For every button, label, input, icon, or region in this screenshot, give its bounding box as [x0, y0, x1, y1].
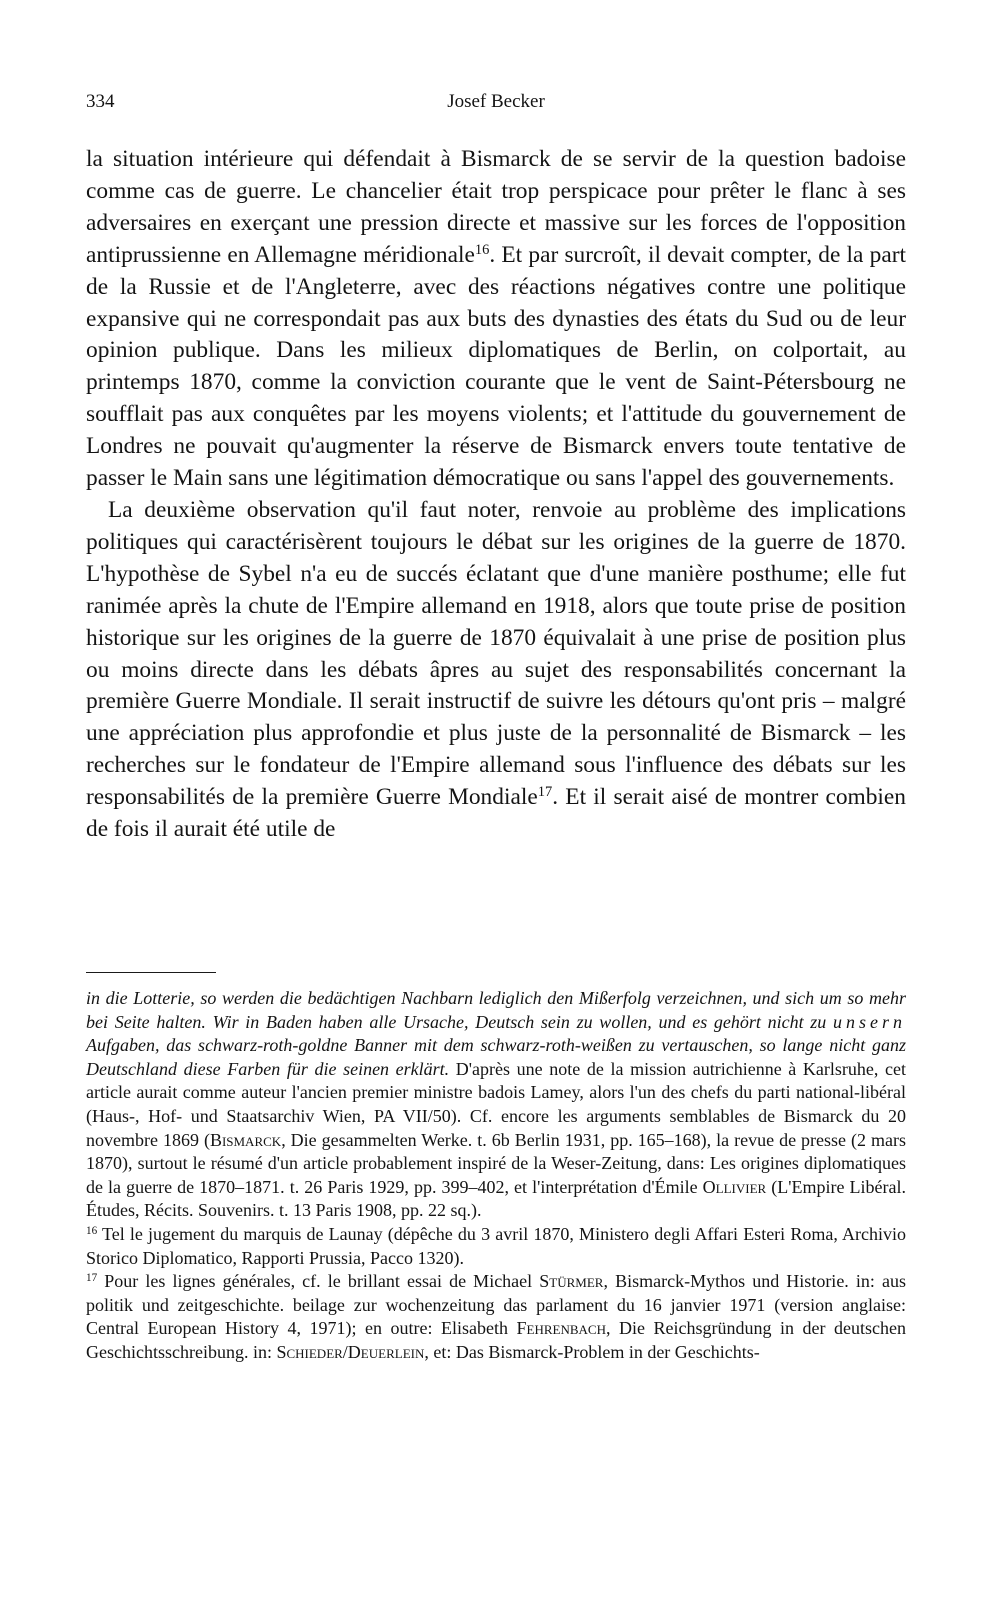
- running-header: [86, 91, 906, 121]
- footnote-reference: 17: [537, 784, 553, 801]
- footnote-text: , et: Das Bismarck-Problem in der Geschichts-: [424, 1341, 760, 1362]
- footnote-marker: 17: [86, 1272, 98, 1284]
- footnote-text: Pour les lignes générales, cf. le brillant essai de Michael: [104, 1271, 533, 1292]
- footnote-text: , Die Reichsgründung in der deutschen Geschichtsschreibung. in:: [86, 1318, 907, 1362]
- footnote-continuation: [86, 987, 906, 1223]
- paragraph-text: . Et il serait aisé de montrer combien de fois il aurait été utile de: [86, 784, 906, 843]
- paragraph: [86, 495, 906, 846]
- quote-german: in die Lotterie, so werden die bedächtigen Nachbarn lediglich den Mißerfolg verzeichnen, und sich um so mehr bei Seite halten. Wir in Baden haben alle Ursache, Deutsch sein zu wollen, und es gehört nicht zu: [86, 988, 906, 1032]
- paragraph-continuation: [86, 144, 906, 495]
- author-name: Ollivier: [702, 1176, 767, 1197]
- paragraph-text: La deuxième observation qu'il faut noter, renvoie au problème des implications politiques qui caractérisèrent toujours le débat sur les origines de la guerre de 1870. L'hypothèse de Sybel n'a eu de succés éclatant que d'une manière posthume; elle fut ranimée après la chute de l'Empire allemand en 1918, alors que toute prise de position historique sur les origines de la guerre de 1870 équivalait à une prise de position plus ou moins directe dans les débats âpres au sujet des responsabilités concernant la première Guerre Mondiale. Il serait instructif de suivre les détours qu'ont pris – malgré une appréciation plus approfondie et plus juste de la personnalité de Bismarck – les recherches sur le fondateur de l'Empire allemand sous l'influence des débats sur les responsabilités de la première Guerre Mondiale: [86, 496, 906, 811]
- footnote-text: , Die gesammelten Werke. t. 6b Berlin 1931, pp. 165–168), la revue de presse (2 mars 1870), surtout le résumé d'un article probablement inspiré de la Weser-Zeitung, dans: Les origines diplomatiques de la guerre de 1870–1871. t. 26 Paris 1929, pp. 399–402, et l'interprétation d'Émile: [86, 1129, 906, 1197]
- footnotes: [86, 987, 906, 1365]
- main-text: [86, 144, 906, 846]
- footnote-17: [86, 1270, 906, 1364]
- paragraph-text: . Et par surcroît, il devait compter, de la part de la Russie et de l'Angleterre, avec des réactions négatives contre une politique expansive qui ne correspondait pas aux buts des dynasties des états du Sud ou de leur opinion publique. Dans les milieux diplomatiques de Berlin, on colportait, au printemps 1870, comme la conviction courante que le vent de Saint-Pétersbourg ne soufflait pas aux conquêtes par les moyens violents; et l'attitude du gouvernement de Londres ne pouvait qu'augmenter la réserve de Bismarck envers toute tentative de passer le Main sans une légitimation démocratique ou sans l'appel des gouvernements.: [86, 241, 906, 492]
- quote-german: Aufgaben, das schwarz-roth-goldne Banner mit dem schwarz-roth-weißen zu vertauschen, so lange nicht ganz Deutschland diese Farben für die seinen erklärt.: [86, 1035, 906, 1079]
- author-name: Fehrenbach: [516, 1318, 606, 1339]
- footnote-separator: [86, 972, 216, 973]
- author-name: Bismarck: [209, 1129, 282, 1150]
- footnote-marker: 16: [86, 1224, 98, 1237]
- footnote-16: [86, 1223, 906, 1270]
- author-name: Stürmer: [539, 1271, 604, 1292]
- footnote-text: Tel le jugement du marquis de Launay (dépêche du 3 avril 1870, Ministero degli Affari Esteri Roma, Archivio Storico Diplomatico, Rapporti Prussia, Pacco 1320).: [86, 1223, 906, 1268]
- author-name: Schieder/Deuerlein: [276, 1341, 425, 1362]
- spaced-word: unsern: [833, 1011, 906, 1032]
- footnote-reference: 16: [474, 241, 490, 258]
- page-number: 334: [86, 91, 115, 112]
- running-title: Josef Becker: [447, 91, 545, 112]
- paragraph-text: la situation intérieure qui défendait à Bismarck de se servir de la question badoise comme cas de guerre. Le chancelier était trop perspicace pour prêter le flanc à ses adversaires en exerçant une pression directe et massive sur les forces de l'opposition antiprussienne en Allemagne méridionale: [86, 146, 906, 268]
- footnote-text: D'après une note de la mission autrichienne à Karlsruhe, cet article aurait comme auteur l'ancien premier ministre badois Lamey, alors l'un des chefs du parti national-libéral (Haus-, Hof- und Staatsarchiv Wien, PA VII/50). Cf. encore les arguments semblables de Bismarck du 20 novembre 1869 (: [86, 1058, 906, 1150]
- footnote-text: (L'Empire Libéral. Études, Récits. Souvenirs. t. 13 Paris 1908, pp. 22 sq.).: [86, 1176, 907, 1221]
- footnote-text: , Bismarck-Mythos und Historie. in: aus politik und zeitgeschichte. beilage zur wochenzeitung das parlament du 16 janvier 1971 (version anglaise: Central European History 4, 1971); en outre: Elisabeth: [86, 1271, 907, 1339]
